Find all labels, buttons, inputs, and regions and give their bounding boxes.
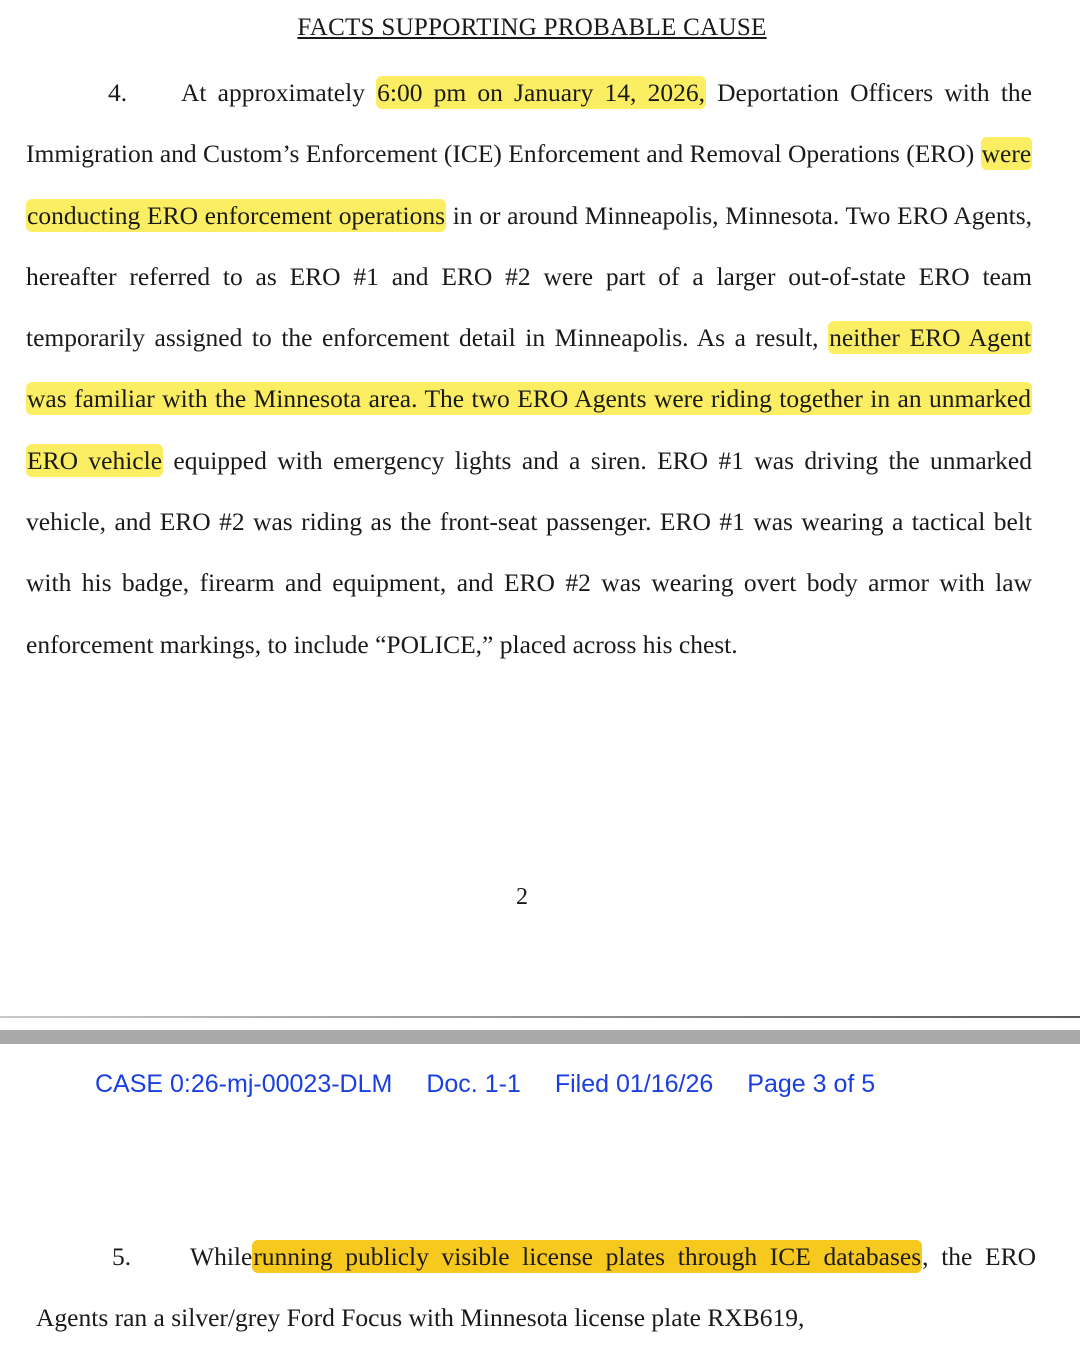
paragraph-text: , the ERO Agents ran a silver/grey Ford Focus with Minnesota license plate RXB619, [36, 1242, 1037, 1332]
doc-number: Doc. 1-1 [426, 1070, 521, 1098]
paragraph-text: While [190, 1242, 253, 1271]
page-divider [0, 1030, 1080, 1044]
page-indicator: Page 3 of 5 [747, 1070, 876, 1098]
page-divider-line [0, 1016, 1080, 1018]
highlighted-text: neither ERO Agent was familiar with the Minnesota area. The two ERO Agents were riding together in an unmarked ERO vehicle [27, 323, 1031, 475]
paragraph-number: 5. [112, 1242, 132, 1271]
filed-date: Filed 01/16/26 [554, 1070, 714, 1098]
paragraph-number: 4. [108, 78, 128, 107]
paragraph-text: Deportation Officers with the Immigration and Custom’s Enforcement (ICE) Enforcement and Removal Operations (ERO) [26, 78, 1032, 169]
section-heading: FACTS SUPPORTING PROBABLE CAUSE [297, 14, 767, 41]
paragraph-text: equipped with emergency lights and a siren. ERO #1 was driving the unmarked vehicle, and ERO #2 was riding as the front-seat passenger. ERO #1 was wearing a tactical belt with his badge, firearm and equipment, and ERO #2 was wearing overt body armor with law enforcement markings, to include “POLICE,” placed across his chest. [26, 445, 1032, 659]
paragraph-text: in or around Minneapolis, Minnesota. Two ERO Agents, hereafter referred to as ERO #1 and ERO #2 were part of a larger out-of-state ERO team temporarily assigned to the enforcement detail in Minneapolis. As a result, [26, 200, 1032, 353]
paragraph-4 [26, 62, 1032, 675]
highlighted-text: running publicly visible license plates through ICE databases [253, 1242, 922, 1271]
paragraph-5 [36, 1226, 1036, 1348]
highlighted-text: were conducting ERO enforcement operations [27, 139, 1032, 230]
case-number: CASE 0:26-mj-00023-DLM [95, 1070, 393, 1098]
case-header [95, 1070, 909, 1099]
paragraph-text: At approximately [181, 78, 377, 107]
page-number: 2 [516, 884, 528, 910]
highlighted-text: 6:00 pm on January 14, 2026, [377, 78, 705, 107]
